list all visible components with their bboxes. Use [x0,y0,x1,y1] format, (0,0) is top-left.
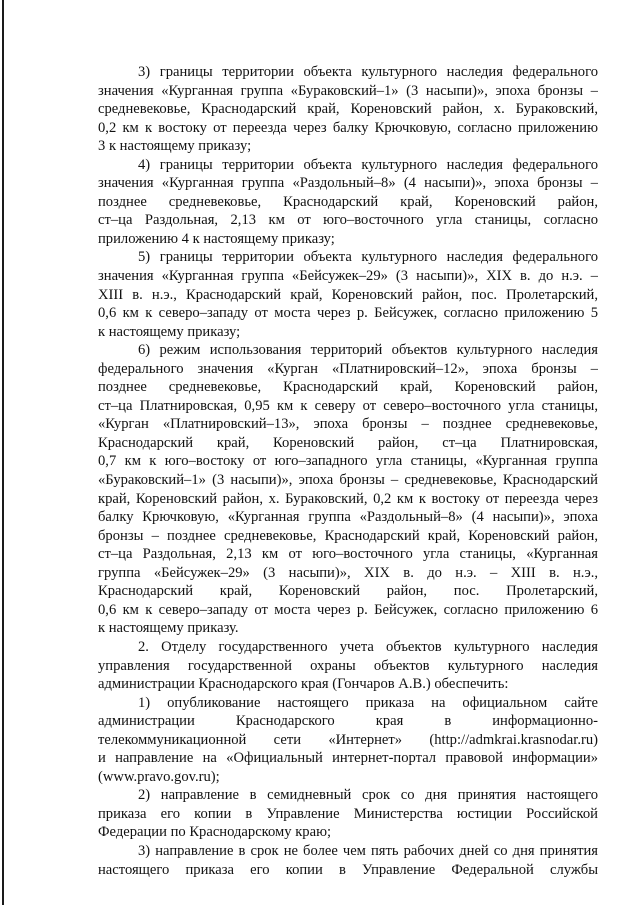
text-line: значения «Курганная группа «Бураковский–1» (3 насыпи)», эпоха бронзы – [98,82,598,99]
document-body [98,63,598,879]
text-line: «Бураковский–1» (3 насыпи)», эпоха бронзы – средневековье, Краснодарский [98,472,598,489]
text-line: 0,6 км к северо–западу от моста через р. Бейсужек, согласно приложению 5 [98,305,598,322]
text-line: управления государственной охраны объектов культурного наследия [98,657,598,674]
text-line: позднее средневековье, Краснодарский край, Кореновский район, [98,379,598,396]
page-left-border [2,0,4,905]
text-line: «Курган «Платнировский–13», эпоха бронзы – позднее средневековье, [98,416,598,433]
text-line: федерального значения «Курган «Платнировский–12», эпоха бронзы – [98,360,598,377]
text-line: (www.pravo.gov.ru); [98,768,220,785]
text-line: администрации Краснодарского края в информационно- [98,713,598,730]
text-line: Федерации по Краснодарскому краю; [98,824,332,841]
text-line: группа «Бейсужек–29» (3 насыпи)», XIX в. до н.э. – XIII в. н.э., [98,564,598,581]
text-line: 4) границы территории объекта культурного наследия федерального [138,156,598,173]
text-line: приложению 4 к настоящему приказу; [98,230,335,247]
text-line: позднее средневековье, Краснодарский край, Кореновский район, [98,193,598,210]
text-line: и направление на «Официальный интернет-портал правовой информации» [98,750,598,767]
text-line: администрации Краснодарского края (Гончаров А.В.) обеспечить: [98,676,509,693]
text-line: 0,2 км к востоку от переезда через балку Крючковую, согласно приложению [98,119,598,136]
text-line: 2. Отделу государственного учета объектов культурного наследия [138,638,598,655]
text-line: балку Крючковую, «Курганная группа «Раздольный–8» (4 насыпи)», эпоха [98,509,598,526]
text-line: настоящего приказа его копии в Управление Федеральной службы [98,861,598,878]
text-line: бронзы – позднее средневековье, Краснодарский край, Кореновский район, [98,527,598,544]
text-line: 6) режим использования территорий объектов культурного наследия [138,342,598,359]
text-line: 3) направление в срок не более чем пять рабочих дней со дня принятия [138,842,598,859]
text-line: к настоящему приказу. [98,620,239,637]
text-line: ст–ца Раздольная, 2,13 км от юго–восточного угла станицы, согласно [98,212,598,229]
text-line: 2) направление в семидневный срок со дня принятия настоящего [138,787,598,804]
text-line: 3) границы территории объекта культурного наследия федерального [138,64,598,80]
text-line: 0,7 км к юго–востоку от юго–западного угла станицы, «Курганная группа [98,453,598,470]
text-line: 3 к настоящему приказу; [98,138,252,155]
text-line: приказа его копии в Управление Министерства юстиции Российской [98,805,598,822]
text-line: Краснодарский край, Кореновский район, пос. Пролетарский, [98,583,598,600]
text-line: значения «Курганная группа «Бейсужек–29» (3 насыпи)», XIX в. до н.э. – [98,268,598,285]
text-line: ст–ца Платнировская, 0,95 км к северу от северо–восточного угла станицы, [98,397,598,414]
text-line: Краснодарский край, Кореновский район, ст–ца Платнировская, [98,434,598,451]
text-line: 5) границы территории объекта культурного наследия федерального [138,249,598,266]
text-line: значения «Курганная группа «Раздольный–8» (4 насыпи)», эпоха бронзы – [98,175,598,192]
text-line: край, Кореновский район, х. Бураковский, 0,2 км к востоку от переезда через [98,490,598,507]
text-line: XIII в. н.э., Краснодарский край, Кореновский район, пос. Пролетарский, [98,286,598,303]
text-line: 0,6 км к северо–западу от моста через р. Бейсужек, согласно приложению 6 [98,601,598,618]
text-line: средневековье, Краснодарский край, Кореновский район, х. Бураковский, [98,101,598,118]
text-line: 1) опубликование настоящего приказа на официальном сайте [138,694,598,711]
text-line: телекоммуникационной сети «Интернет» (http://admkrai.krasnodar.ru) [98,731,598,748]
text-line: ст–ца Раздольная, 2,13 км от юго–восточного угла станицы, «Курганная [98,546,598,563]
text-line: к настоящему приказу; [98,323,241,340]
